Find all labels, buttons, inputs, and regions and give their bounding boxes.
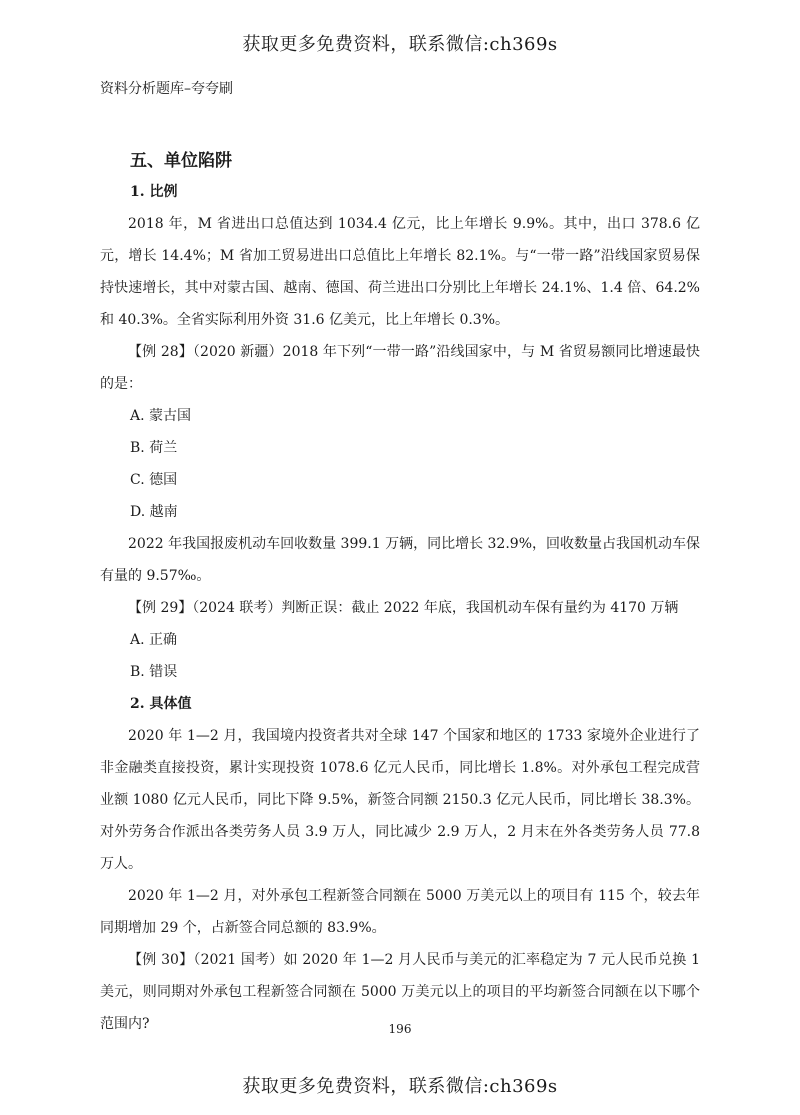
header-note: 资料分析题库–夸夸刷 (100, 81, 233, 97)
paragraph-vehicles: 2022 年我国报废机动车回收数量 399.1 万辆，同比增长 32.9%，回收数量占我国机动车保有量的 9.57‰。 (100, 536, 700, 584)
subsection-title-value: 2. 具体值 (130, 696, 192, 712)
section-title: 五、单位陷阱 (130, 151, 232, 171)
question-28: 【例 28】（2020 新疆）2018 年下列“一带一路”沿线国家中，与 M 省贸易额同比增速最快的是： (100, 344, 700, 392)
q29-option-b: B. 错误 (130, 664, 178, 680)
paragraph-contracts: 2020 年 1—2 月，对外承包工程新签合同额在 5000 万美元以上的项目有 115 个，较去年同期增加 29 个，占新签合同总额的 83.9%。 (100, 888, 700, 936)
q28-option-d: D. 越南 (130, 504, 178, 520)
question-29: 【例 29】（2024 联考）判断正误：截止 2022 年底，我国机动车保有量约为 4170 万辆 (128, 600, 679, 616)
paragraph-trade: 2018 年，M 省进出口总值达到 1034.4 亿元，比上年增长 9.9%。其中，出口 378.6 亿元，增长 14.4%；M 省加工贸易进出口总值比上年增长 82.1%。与“一带一路”沿线国家贸易保持快速增长，其中对蒙古国、越南、德国、荷兰进出口分别比上年增长 24.1%、1.4 倍、64.2%和 40.3%。全省实际利用外资 31.6 亿美元，比上年增长 0.3%。 (100, 216, 700, 328)
q29-option-a: A. 正确 (130, 632, 178, 648)
subsection-title-ratio: 1. 比例 (130, 184, 178, 200)
page-content (100, 146, 700, 1040)
question-30: 【例 30】（2021 国考）如 2020 年 1—2 月人民币与美元的汇率稳定为 7 元人民币兑换 1 美元，则同期对外承包工程新签合同额在 5000 万美元以上的项目的平均新签合同额在以下哪个范围内? (100, 952, 700, 1032)
bottom-banner: 获取更多免费资料，联系微信:ch369s (242, 1076, 558, 1097)
q28-option-c: C. 德国 (130, 472, 178, 488)
paragraph-investment: 2020 年 1—2 月，我国境内投资者共对全球 147 个国家和地区的 1733 家境外企业进行了非金融类直接投资，累计实现投资 1078.6 亿元人民币，同比增长 1.8%。对外承包工程完成营业额 1080 亿元人民币，同比下降 9.5%，新签合同额 2150.3 亿元人民币，同比增长 38.3%。对外劳务合作派出各类劳务人员 3.9 万人，同比减少 2.9 万人，2 月末在外各类劳务人员 77.8 万人。 (100, 728, 700, 872)
top-banner: 获取更多免费资料，联系微信:ch369s (242, 34, 558, 55)
page-number: 196 (388, 1022, 412, 1036)
q28-option-a: A. 蒙古国 (130, 408, 192, 424)
q28-option-b: B. 荷兰 (130, 440, 178, 456)
